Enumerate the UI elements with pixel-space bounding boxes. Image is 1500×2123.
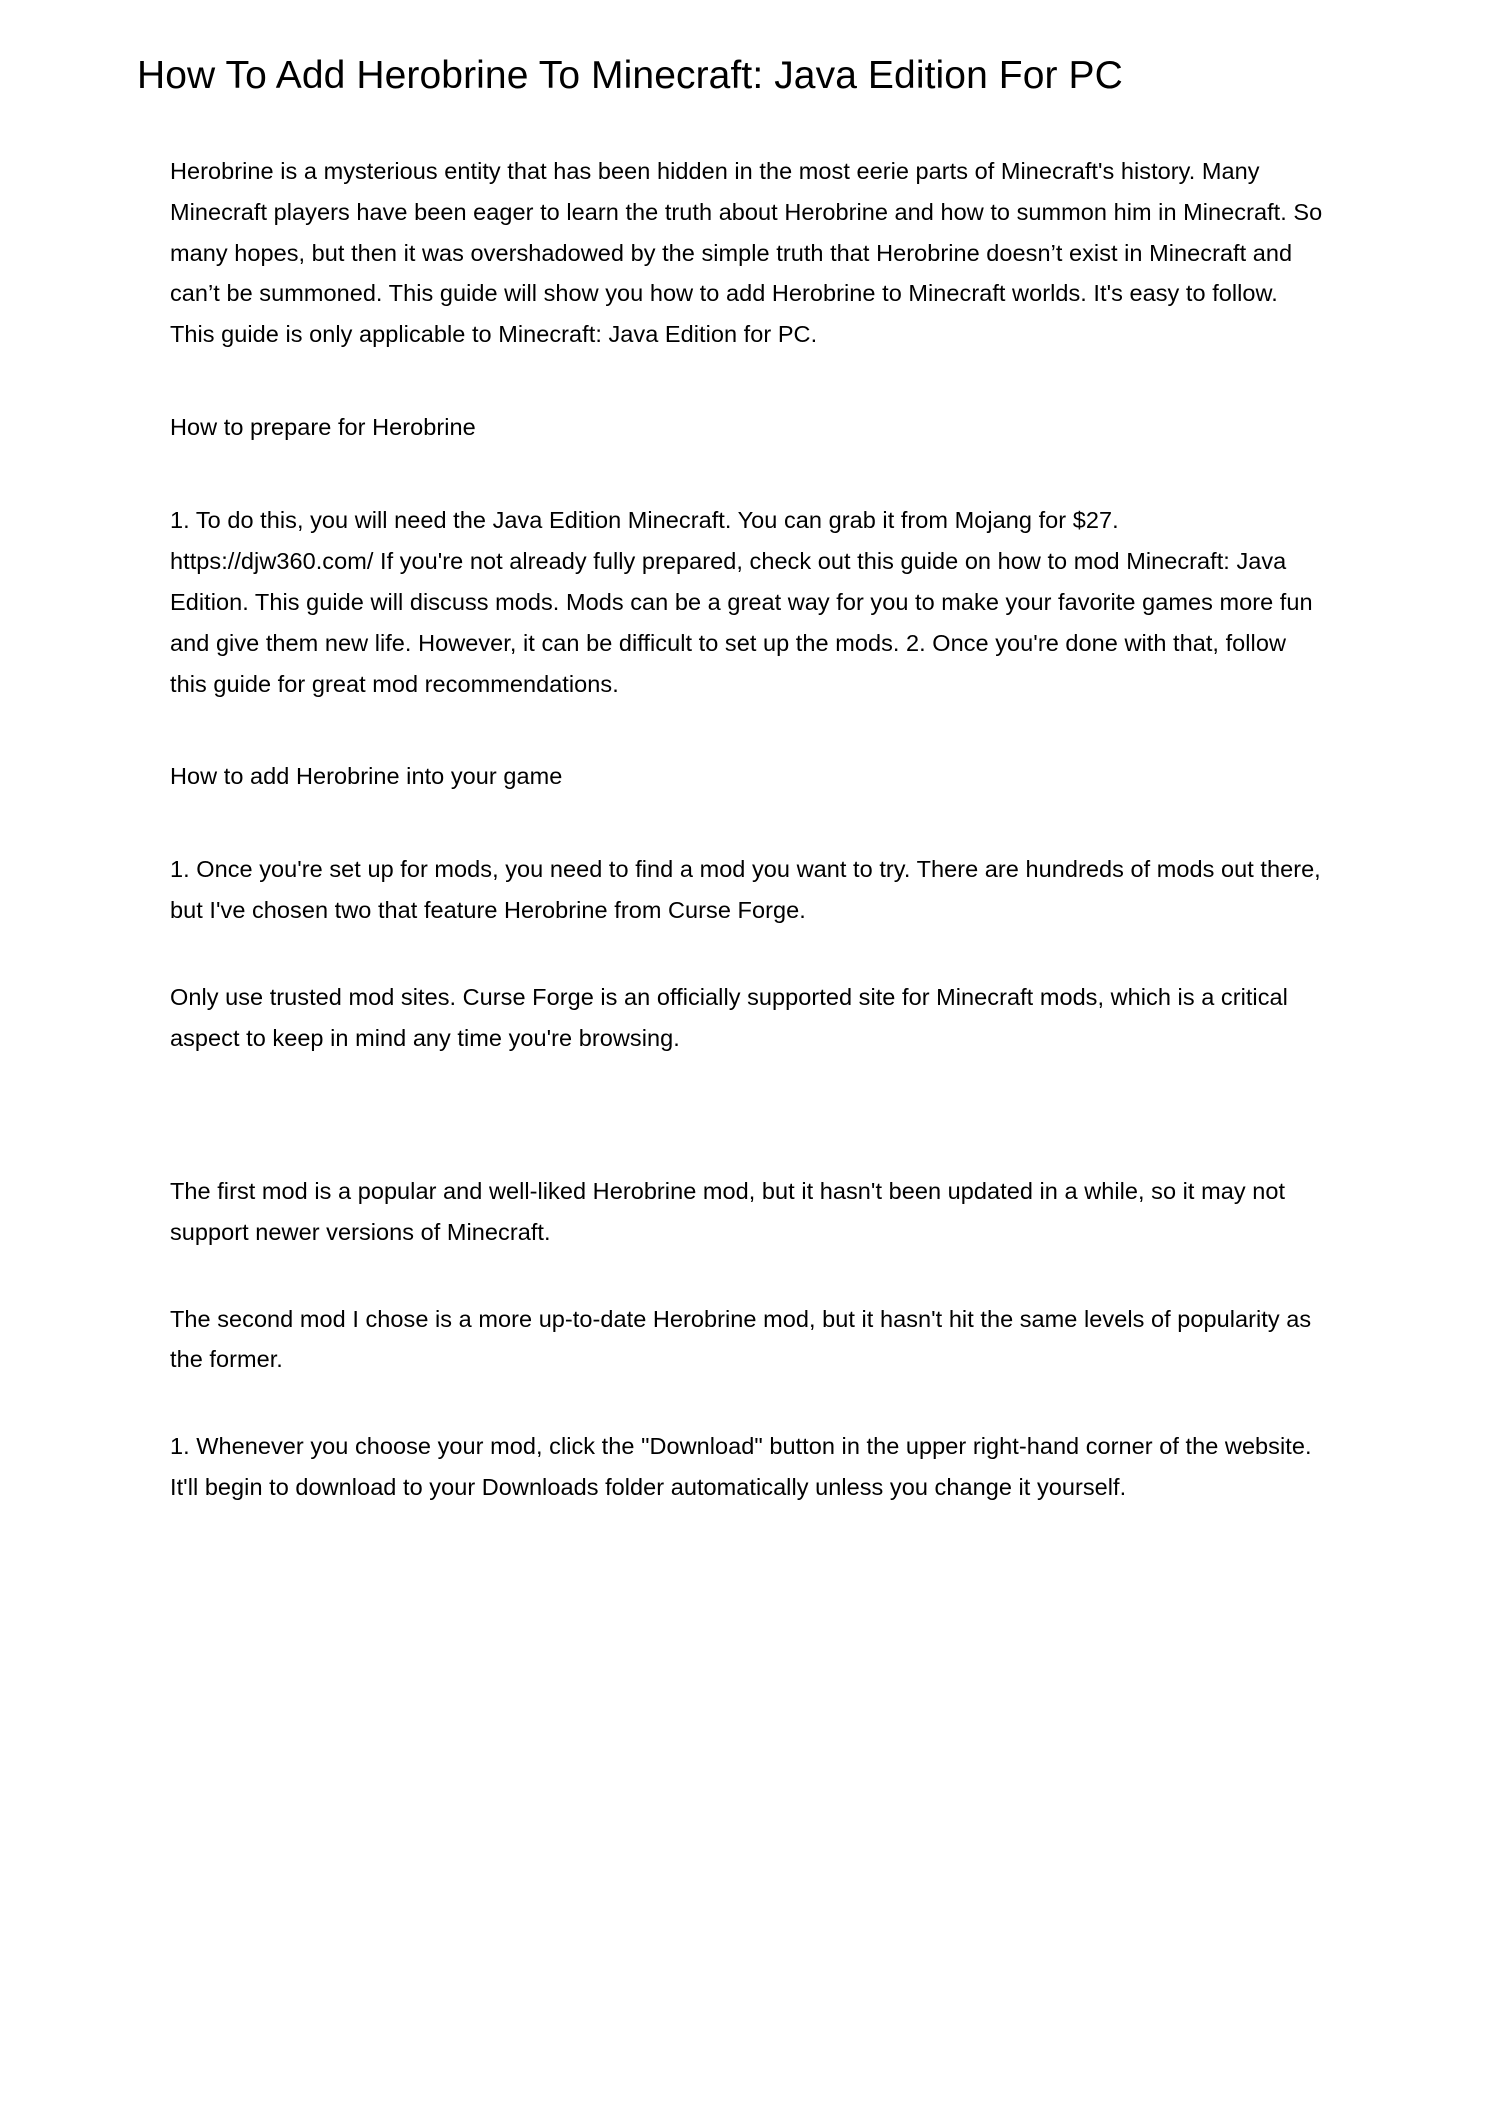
spacer [170,1380,1325,1426]
paragraph-prepare-steps: 1. To do this, you will need the Java Edition Minecraft. You can grab it from Mojang for $27. https://djw360.com/ If you're not already fully prepared, check out this guide on how to mod Minecraft: Java Edition. This guide will discuss mods. Mods can be a great way for you to make your favorite games more fun and give them new life. However, it can be difficult to set up the mods. 2. Once you're done with that, follow this guide for great mod recommendations. [170,507,1313,697]
document-content [135,0,1365,1508]
paragraph-find-mod: 1. Once you're set up for mods, you need to find a mod you want to try. There are hundreds of mods out there, but I've chosen two that feature Herobrine from Curse Forge. [170,856,1321,924]
spacer [170,931,1325,977]
paragraph-first-mod: The first mod is a popular and well-liked Herobrine mod, but it hasn't been updated in a while, so it may not support newer versions of Minecraft. [170,1177,1286,1245]
spacer [135,101,1365,151]
heading-add-herobrine: How to add Herobrine into your game [170,763,563,790]
spacer [170,1059,1325,1171]
paragraph-intro: Herobrine is a mysterious entity that has been hidden in the most eerie parts of Minecraft's history. Many Minecraft players have been eager to learn the truth about Herobrine and how to summon him in Minecraft. So many hopes, but then it was overshadowed by the simple truth that Herobrine doesn’t exist in Minecraft and can’t be summoned. This guide will show you how to add Herobrine to Minecraft worlds. It's easy to follow. This guide is only applicable to Minecraft: Java Edition for PC. [170,157,1323,348]
spacer [170,448,1325,500]
page-title: How To Add Herobrine To Minecraft: Java Edition For PC [137,54,1123,97]
document-body [170,151,1325,1508]
spacer [170,797,1325,849]
heading-prepare-for-herobrine: How to prepare for Herobrine [170,414,476,441]
spacer [170,704,1325,756]
spacer [170,355,1325,407]
paragraph-download-instructions: 1. Whenever you choose your mod, click the "Download" button in the upper right-hand corner of the website. It'll begin to download to your Downloads folder automatically unless you change it yourself. [170,1433,1312,1501]
paragraph-trusted-sites: Only use trusted mod sites. Curse Forge is an officially supported site for Minecraft mods, which is a critical aspect to keep in mind any time you're browsing. [170,984,1288,1051]
paragraph-second-mod: The second mod I chose is a more up-to-date Herobrine mod, but it hasn't hit the same levels of popularity as the former. [170,1305,1312,1373]
spacer [170,1253,1325,1299]
